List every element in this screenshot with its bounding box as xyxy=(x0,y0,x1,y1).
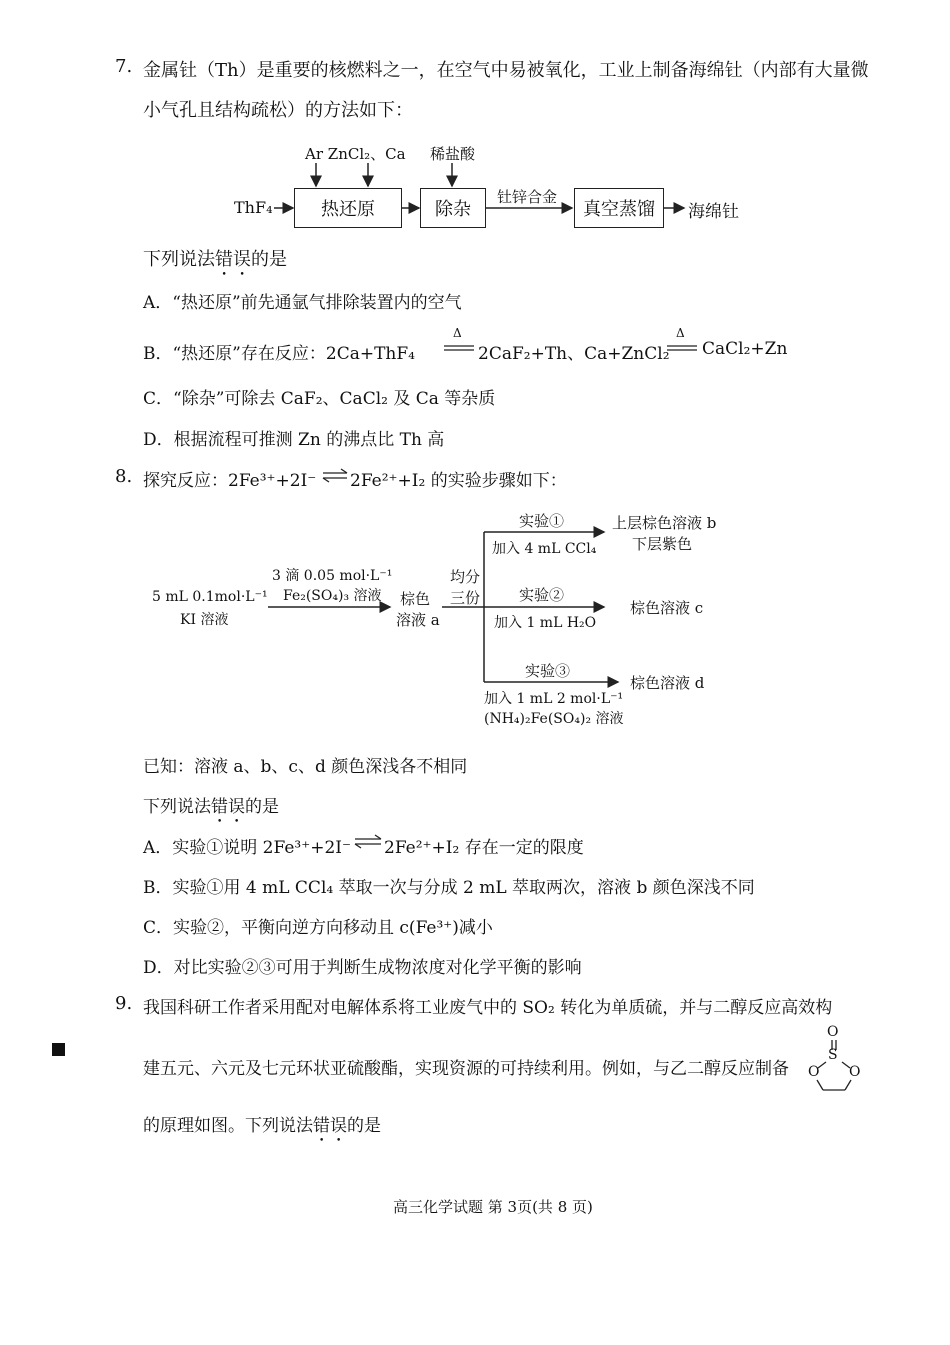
q8-exp3-add: 加入 1 mL 2 mol·L⁻¹ xyxy=(484,691,624,707)
struct-o-left: O xyxy=(808,1064,820,1080)
q7-box-impurity-removal: 除杂 xyxy=(420,188,486,228)
q8-mid-solution-a: 溶液 a xyxy=(396,611,440,629)
q7-delta-2: Δ xyxy=(676,326,685,340)
q8-prompt: 下列说法错误的是 xyxy=(143,797,279,817)
q8-option-a-part1: A．实验①说明 2Fe³⁺+2I⁻ xyxy=(143,838,351,858)
q8-add-fe-conc: 3 滴 0.05 mol·L⁻¹ xyxy=(272,568,393,584)
struct-o-right: O xyxy=(849,1064,861,1080)
q8-stem-part2: 2Fe²⁺+I₂ 的实验步骤如下： xyxy=(350,471,567,491)
q7-option-a: A．“热还原”前先通氩气排除装置内的空气 xyxy=(143,293,462,313)
q7-option-b-part3: CaCl₂+Zn xyxy=(702,339,788,359)
q8-known: 已知：溶液 a、b、c、d 颜色深浅各不相同 xyxy=(143,757,468,777)
q8-exp2-label: 实验② xyxy=(519,586,565,604)
q8-number: 8. xyxy=(115,466,133,487)
q7-start-thf4: ThF₄ xyxy=(234,198,273,217)
q9-line3: 的原理如图。下列说法错误的是 xyxy=(143,1116,381,1136)
q8-option-d: D．对比实验②③可用于判断生成物浓度对化学平衡的影响 xyxy=(143,958,582,978)
q7-arrow-label-alloy: 钍锌合金 xyxy=(497,188,558,206)
q7-input-ar-zncl2-ca: Ar ZnCl₂、Ca xyxy=(305,145,406,163)
q7-stem-line2: 小气孔且结构疏松）的方法如下： xyxy=(143,100,413,121)
q8-result-d: 棕色溶液 d xyxy=(630,674,705,692)
q7-box-thermal-reduction: 热还原 xyxy=(294,188,402,228)
q8-split-three: 三份 xyxy=(450,589,481,607)
q8-mid-brown: 棕色 xyxy=(400,590,431,608)
q8-split-even: 均分 xyxy=(450,568,481,586)
q8-exp3-label: 实验③ xyxy=(525,662,571,680)
page-footer: 高三化学试题 第 3页(共 8 页) xyxy=(393,1198,593,1216)
q8-option-b: B．实验①用 4 mL CCl₄ 萃取一次与分成 2 mL 萃取两次，溶液 b 颜色深浅不同 xyxy=(143,878,755,898)
q8-option-c: C．实验②，平衡向逆方向移动且 c(Fe³⁺)减小 xyxy=(143,918,493,938)
q8-exp3-add-salt: (NH₄)₂Fe(SO₄)₂ 溶液 xyxy=(484,711,624,727)
q7-stem-line1: 金属钍（Th）是重要的核燃料之一，在空气中易被氧化，工业上制备海绵钍（内部有大量微 xyxy=(143,60,869,81)
q7-delta-1: Δ xyxy=(453,326,462,340)
q7-box-vacuum-distillation: 真空蒸馏 xyxy=(574,188,664,228)
q8-start-ki-conc: 5 mL 0.1mol·L⁻¹ xyxy=(152,589,268,605)
q8-result-c: 棕色溶液 c xyxy=(630,599,704,617)
reversible-arrow-option-a xyxy=(355,835,381,848)
q7-end-sponge-th: 海绵钍 xyxy=(688,202,739,222)
q8-result-purple: 下层紫色 xyxy=(632,535,693,553)
struct-s: S xyxy=(828,1047,838,1063)
q8-stem-part1: 探究反应：2Fe³⁺+2I⁻ xyxy=(143,471,317,491)
q7-option-b-part2: 2CaF₂+Th、Ca+ZnCl₂ xyxy=(478,344,670,364)
q8-start-ki: KI 溶液 xyxy=(180,612,229,628)
q7-option-b-part1: B．“热还原”存在反应：2Ca+ThF₄ xyxy=(143,344,415,364)
q8-exp2-add: 加入 1 mL H₂O xyxy=(494,615,597,631)
q8-exp1-label: 实验① xyxy=(519,512,565,530)
q9-line2: 建五元、六元及七元环状亚硫酸酯，实现资源的可持续利用。例如，与乙二醇反应制备 xyxy=(143,1059,789,1079)
q8-option-a-part2: 2Fe²⁺+I₂ 存在一定的限度 xyxy=(384,838,584,858)
q9-number: 9. xyxy=(115,993,133,1014)
reaction-sign-1 xyxy=(444,346,474,350)
q7-option-c: C．“除杂”可除去 CaF₂、CaCl₂ 及 Ca 等杂质 xyxy=(143,389,496,409)
q9-line1: 我国科研工作者采用配对电解体系将工业废气中的 SO₂ 转化为单质硫，并与二醇反应高效构 xyxy=(143,998,833,1018)
q7-option-d: D．根据流程可推测 Zn 的沸点比 Th 高 xyxy=(143,430,445,450)
struct-o-top: O xyxy=(827,1024,839,1040)
q8-exp1-add: 加入 4 mL CCl₄ xyxy=(492,541,597,557)
bullet-square xyxy=(52,1043,65,1056)
reaction-sign-2 xyxy=(667,346,697,350)
reversible-arrow-stem xyxy=(323,469,347,482)
q7-prompt: 下列说法错误的是 xyxy=(143,249,287,270)
q8-add-fe-solution: Fe₂(SO₄)₃ 溶液 xyxy=(283,588,382,604)
q7-number: 7. xyxy=(115,56,133,77)
q7-input-hcl: 稀盐酸 xyxy=(430,145,476,163)
q8-result-b: 上层棕色溶液 b xyxy=(612,514,717,532)
